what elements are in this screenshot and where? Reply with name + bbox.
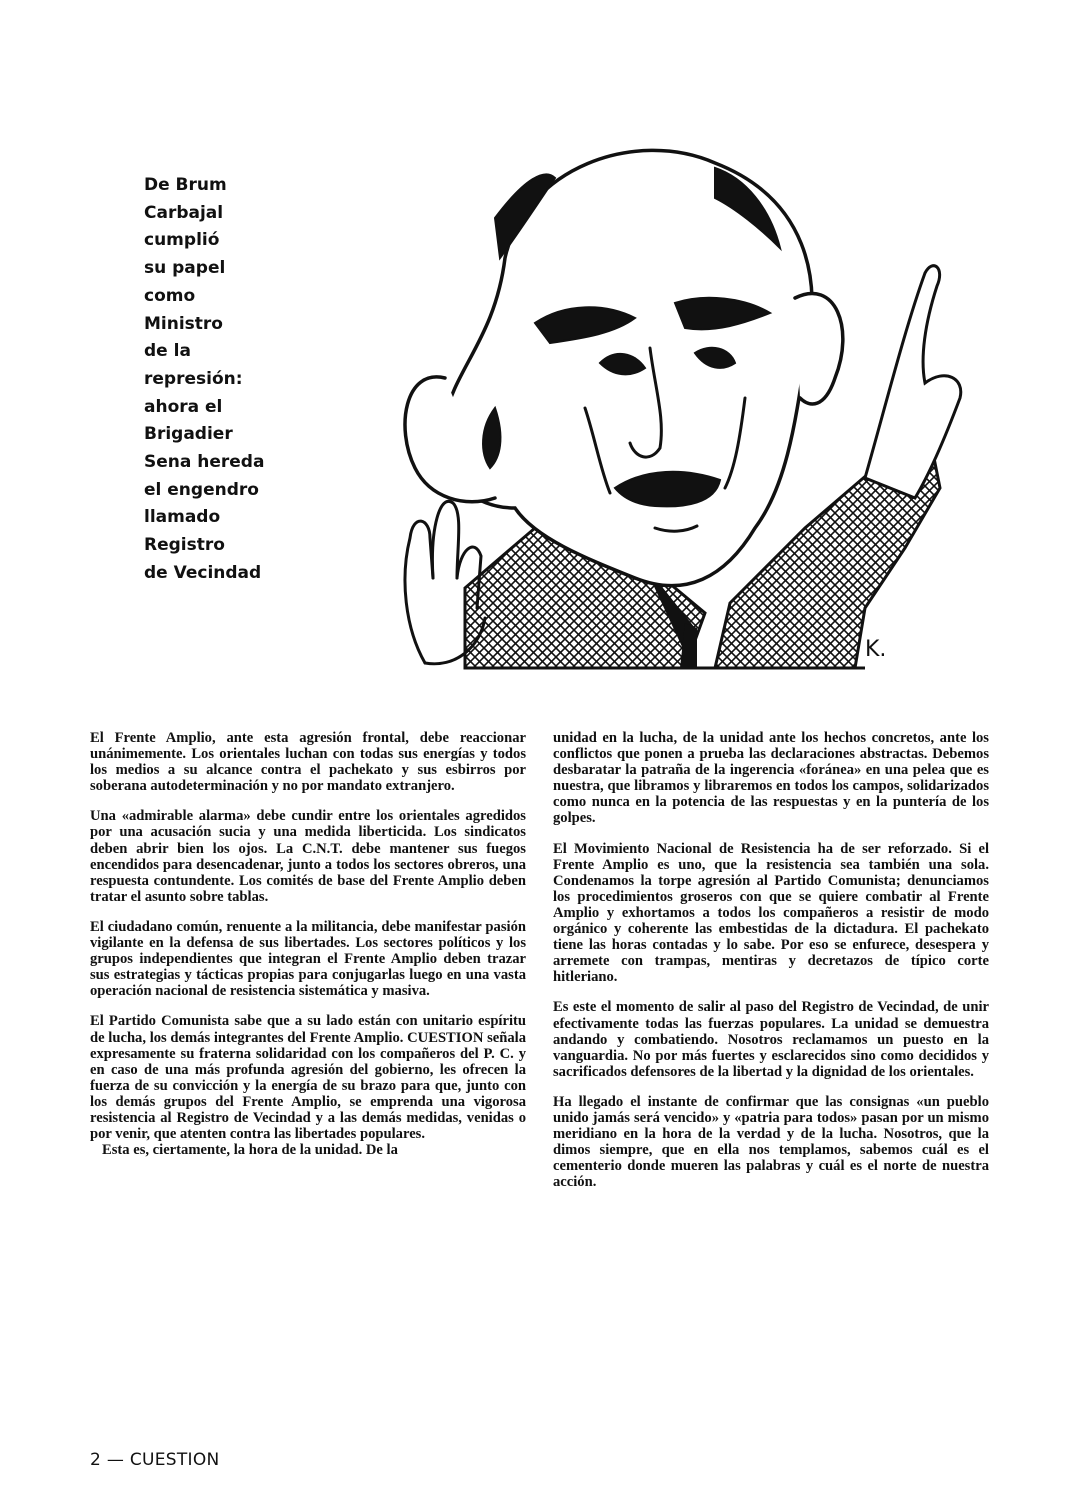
caption-line: su papel xyxy=(144,258,226,279)
article-paragraph: El Partido Comunista sabe que a su lado están con unitario espíritu de lucha, los demás integrantes del Frente Amplio. CUESTION señala expresamente su fraterna solidaridad con los compañeros del P. C. y en caso de una más profunda agresión del gobierno, les ofrecen la fuerza de su convicción y la energía de su brazo para que, junto con los demás grupos del Frente Amplio, se emprenda una vigorosa resistencia al Registro de Vecindad y a las demás medidas, venidas o por venir, que atenten contra las libertades populares. xyxy=(90,1013,526,1143)
page-folio: 2 — CUESTION xyxy=(90,1450,220,1470)
article-paragraph: Ha llegado el instante de confirmar que las consignas «un pueblo unido jamás será vencido» y «patria para todos» pasan por un mismo meridiano en la hora de la verdad y de la lucha. Nosotros, que la dimos siempre, que en ella nos templamos, sabemos cuál es el cementerio donde mueren las palabras y cuál es el norte de nuestra acción. xyxy=(553,1093,989,1191)
caption-line: ahora el xyxy=(144,396,223,417)
article-left-column xyxy=(90,730,526,1158)
article-right-column xyxy=(553,730,989,1190)
caption-line: Brigadier xyxy=(144,424,233,445)
artist-signature xyxy=(865,637,886,662)
article-paragraph: Una «admirable alarma» debe cundir entre los orientales agredidos por una acusación sucia y una medida liberticida. Los sindicatos deben abrir bien los ojos. La C.N.T. debe mantener sus fuegos encendidos para desencadenar, junto a todos los sectores obreros, una respuesta contundente. Los comités de base del Frente Amplio deben tratar el asunto sobre tablas. xyxy=(90,808,526,905)
article-paragraph: El Frente Amplio, ante esta agresión frontal, debe reaccionar unánimemente. Los orientales luchan con todas sus energías y todos los medios a su alcance contra el pachekato y sus esbirros por soberana autodeterminación y no por mandato extranjero. xyxy=(90,730,526,795)
caricature-illustration xyxy=(385,108,985,688)
caption-line: Sena hereda xyxy=(144,452,265,473)
caption-line: de Vecindad xyxy=(144,562,262,583)
article-paragraph: Esta es, ciertamente, la hora de la unidad. De la xyxy=(102,1142,398,1159)
caption-line: De Brum xyxy=(144,175,227,195)
article-paragraph: El Movimiento Nacional de Resistencia ha de ser reforzado. Si el Frente Amplio es uno, que la resistencia sea también una sola. Condenamos la torpe agresión al Partido Comunista; denunciamos los procedimientos groseros con que se quiere combatir al Frente Amplio y exhortamos a todos los compañeros a resistir de modo orgánico y coherente las embestidas de la dictadura. El pachekato tiene las horas contadas y lo sabe. Por eso se enfurece, desespera y arremete con trampas, mentiras y decretazos de típico corte hitleriano. xyxy=(553,840,989,986)
article-paragraph: Es este el momento de salir al paso del Registro de Vecindad, de unir efectivamente todas las fuerzas populares. La unidad se demuestra andando y combatiendo. Nosotros reclamamos un puesto en la vanguardia. No por más fuertes y esclarecidos sino como decididos y sacrificados defensores de la libertad y la dignidad de los orientales. xyxy=(553,999,989,1080)
illustration-caption xyxy=(144,172,404,588)
caption-line: Carbajal xyxy=(144,202,224,223)
caption-line: represión: xyxy=(144,368,243,389)
caption-line: llamado xyxy=(144,507,221,528)
article-paragraph: El ciudadano común, renuente a la militancia, debe manifestar pasión vigilante en la defensa de sus libertades. Los sectores políticos y los grupos independientes que integran el Frente Amplio deben trazar sus estrategias y tácticas propias para conjugarlas luego en una vasta operación nacional de resistencia sistemática y masiva. xyxy=(90,918,526,1000)
article-paragraph: unidad en la lucha, de la unidad ante los hechos concretos, ante los conflictos que ponen a prueba las declaraciones abstractas. Debemos desbaratar la patraña de la ingerencia «foránea» en una pelea que es nuestra, que libramos y libraremos en todos los campos, solidarizados como nunca en la potencia de las respuestas y en la puntería de los golpes. xyxy=(553,730,989,827)
caption-line: de la xyxy=(144,341,191,362)
raised-right-hand xyxy=(865,266,961,498)
caption-line: como xyxy=(144,285,196,306)
signature-text: K. xyxy=(865,637,887,662)
caption-line: el engendro xyxy=(144,479,259,500)
caption-line: Ministro xyxy=(144,313,223,334)
caption-line: cumplió xyxy=(144,230,220,251)
caption-line: Registro xyxy=(144,535,225,556)
